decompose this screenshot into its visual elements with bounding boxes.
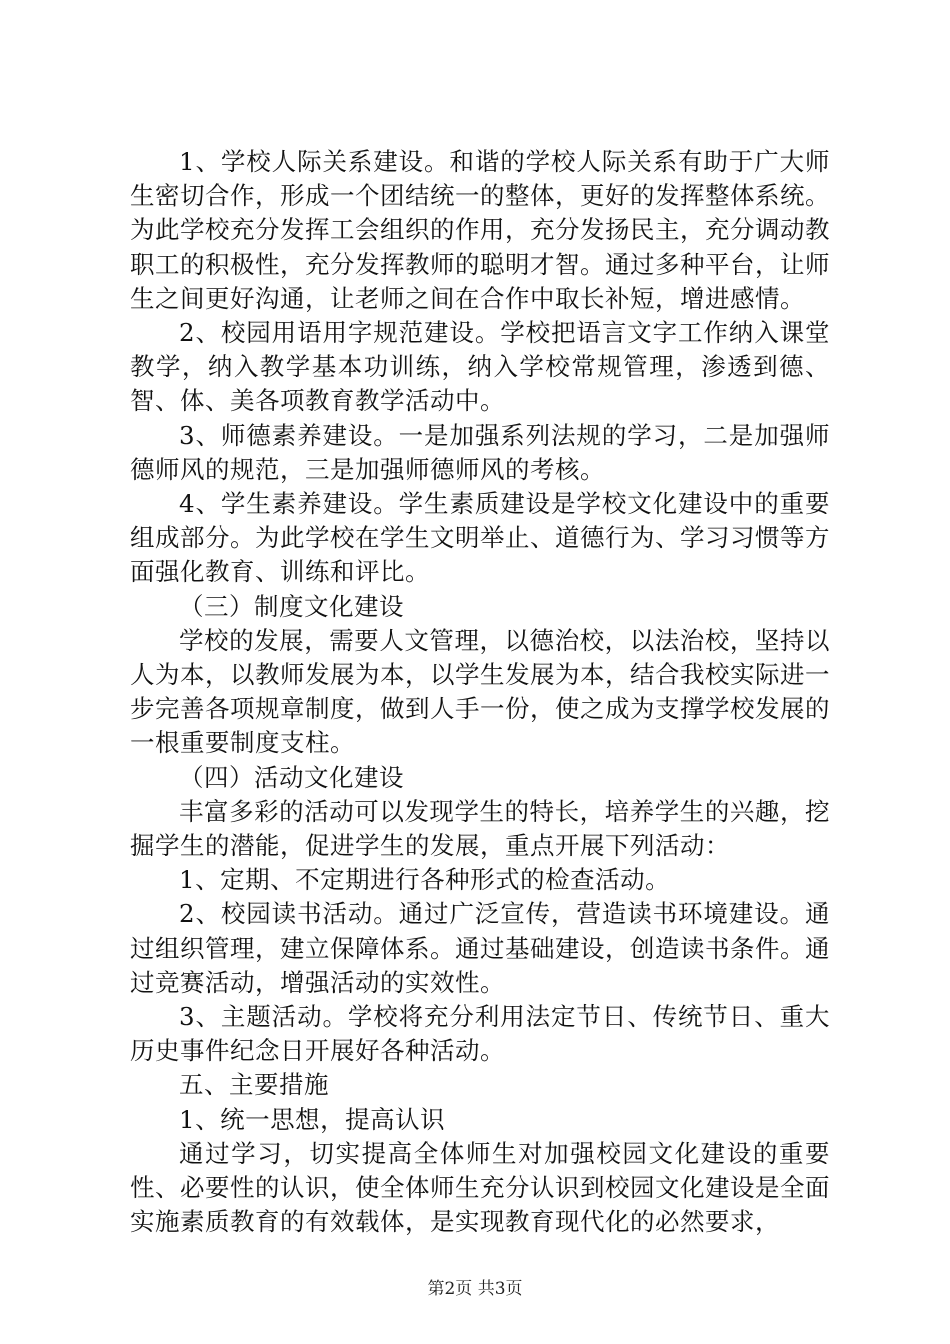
subheading-unify-thinking: 1、统一思想，提高认识: [179, 1104, 446, 1134]
paragraph-activity-intro: 丰富多彩的活动可以发现学生的特长，培养学生的兴趣，挖掘学生的潜能，促进学生的发展，重点开展下列活动：: [130, 796, 830, 861]
paragraph-teacher-ethics: 3、师德素养建设。一是加强系列法规的学习，二是加强师德师风的规范，三是加强师德师风的考核。: [130, 420, 830, 484]
paragraph-system-culture: 学校的发展，需要人文管理，以德治校，以法治校，坚持以人为本，以教师发展为本，以学生发展为本，结合我校实际进一步完善各项规章制度，做到人手一份，使之成为支撑学校发展的一根重要制度支柱。: [130, 625, 830, 758]
list-item-reading: 2、校园读书活动。通过广泛宣传，营造读书环境建设。通过组织管理，建立保障体系。通过基础建设，创造读书条件。通过竞赛活动，增强活动的实效性。: [130, 899, 830, 997]
page-footer: 第2页 共3页: [427, 1279, 523, 1299]
paragraph-student-quality: 4、学生素养建设。学生素质建设是学校文化建设中的重要组成部分。为此学校在学生文明举止、道德行为、学习习惯等方面强化教育、训练和评比。: [130, 489, 830, 587]
document-body: [130, 145, 830, 1240]
list-item-inspection: 1、定期、不定期进行各种形式的检查活动。: [179, 865, 671, 895]
paragraph-interpersonal: 1、学校人际关系建设。和谐的学校人际关系有助于广大师生密切合作，形成一个团结统一的整体，更好的发挥整体系统。为此学校充分发挥工会组织的作用，充分发扬民主，充分调动教职工的积极性，充分发挥教师的聪明才智。通过多种平台，让师生之间更好沟通，让老师之间在合作中取长补短，增进感情。: [130, 147, 830, 313]
paragraph-unify-thinking: 通过学习，切实提高全体师生对加强校园文化建设的重要性、必要性的认识，使全体师生充分认识到校园文化建设是全面实施素质教育的有效载体，是实现教育现代化的必然要求，: [130, 1138, 830, 1237]
heading-activity-culture: （四）活动文化建设: [179, 762, 404, 792]
heading-main-measures: 五、主要措施: [179, 1070, 329, 1100]
paragraph-language-norms: 2、校园用语用字规范建设。学校把语言文字工作纳入课堂教学，纳入教学基本功训练，纳入学校常规管理，渗透到德、智、体、美各项教育教学活动中。: [130, 318, 830, 416]
list-item-theme: 3、主题活动。学校将充分利用法定节日、传统节日、重大历史事件纪念日开展好各种活动。: [130, 1002, 830, 1066]
heading-system-culture: （三）制度文化建设: [179, 591, 404, 621]
